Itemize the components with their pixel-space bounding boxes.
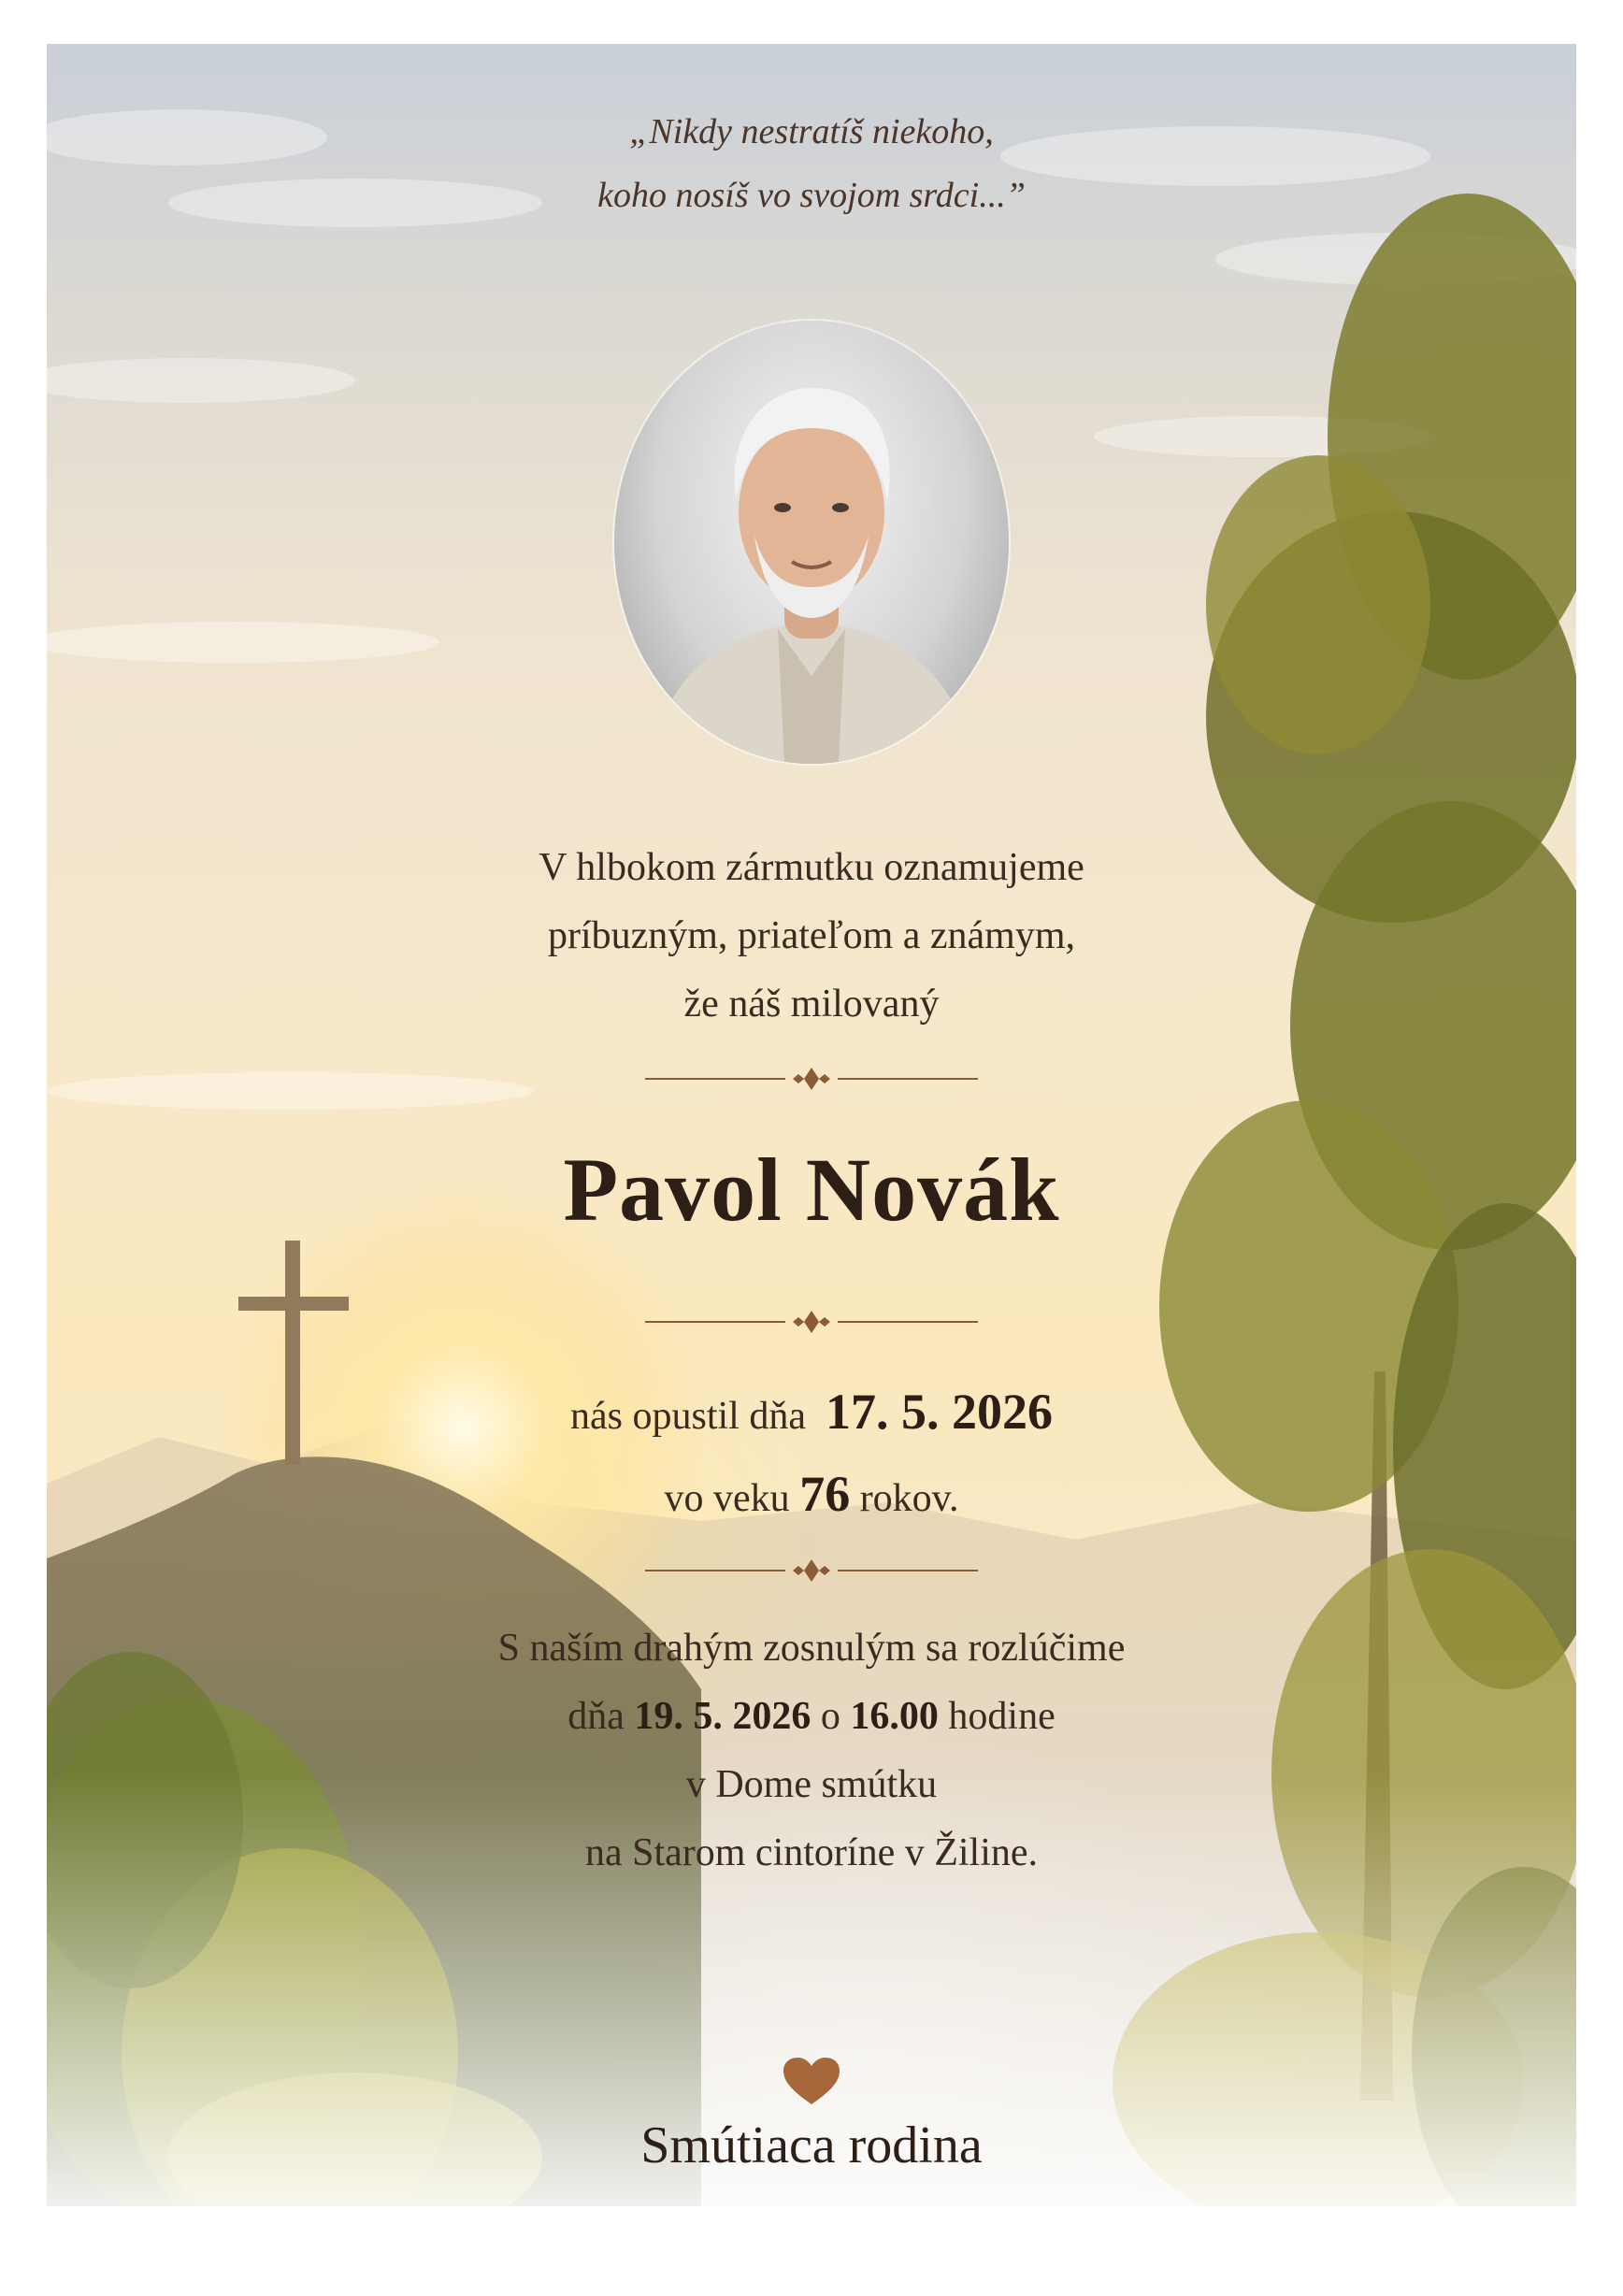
intro-line-1: V hlbokom zármutku oznamujeme	[539, 846, 1084, 889]
death-date: 17. 5. 2026	[825, 1384, 1053, 1440]
heart-icon	[783, 2058, 840, 2106]
farewell-date: 19. 5. 2026	[634, 1695, 812, 1738]
farewell-line-2	[47, 1694, 1576, 1739]
ornamental-divider	[645, 1065, 978, 1093]
farewell-time-suffix: hodine	[948, 1695, 1056, 1738]
farewell-time: 16.00	[850, 1695, 939, 1738]
quote-line-2: koho nosíš vo svojom srdci...”	[597, 176, 1026, 215]
signature: Smútiaca rodina	[640, 2117, 983, 2174]
portrait-illustration	[614, 321, 1009, 764]
age-line	[47, 1465, 1576, 1523]
farewell-line-3: v Dome smútku	[685, 1763, 938, 1806]
intro-line-3: že náš milovaný	[683, 983, 940, 1026]
farewell-line-4: na Starom cintoríne v Žiline.	[584, 1831, 1039, 1874]
age-suffix: rokov.	[859, 1477, 959, 1520]
portrait-photo	[614, 321, 1009, 764]
death-prefix: nás opustil dňa	[570, 1395, 806, 1438]
age-prefix: vo veku	[664, 1477, 790, 1520]
farewell-date-prefix: dňa	[567, 1695, 625, 1738]
farewell-line-1: S naším drahým zosnulým sa rozlúčime	[497, 1627, 1126, 1670]
farewell-time-prefix: o	[820, 1695, 840, 1738]
ornamental-divider	[645, 1557, 978, 1585]
intro-line-2: príbuzným, priateľom a známym,	[547, 914, 1076, 957]
obituary-card	[47, 44, 1576, 2206]
ornamental-divider	[645, 1308, 978, 1336]
quote-line-1: „Nikdy nestratíš niekoho,	[629, 112, 994, 151]
deceased-name: Pavol Novák	[563, 1140, 1060, 1240]
age-value: 76	[799, 1466, 851, 1522]
death-date-line	[47, 1383, 1576, 1441]
